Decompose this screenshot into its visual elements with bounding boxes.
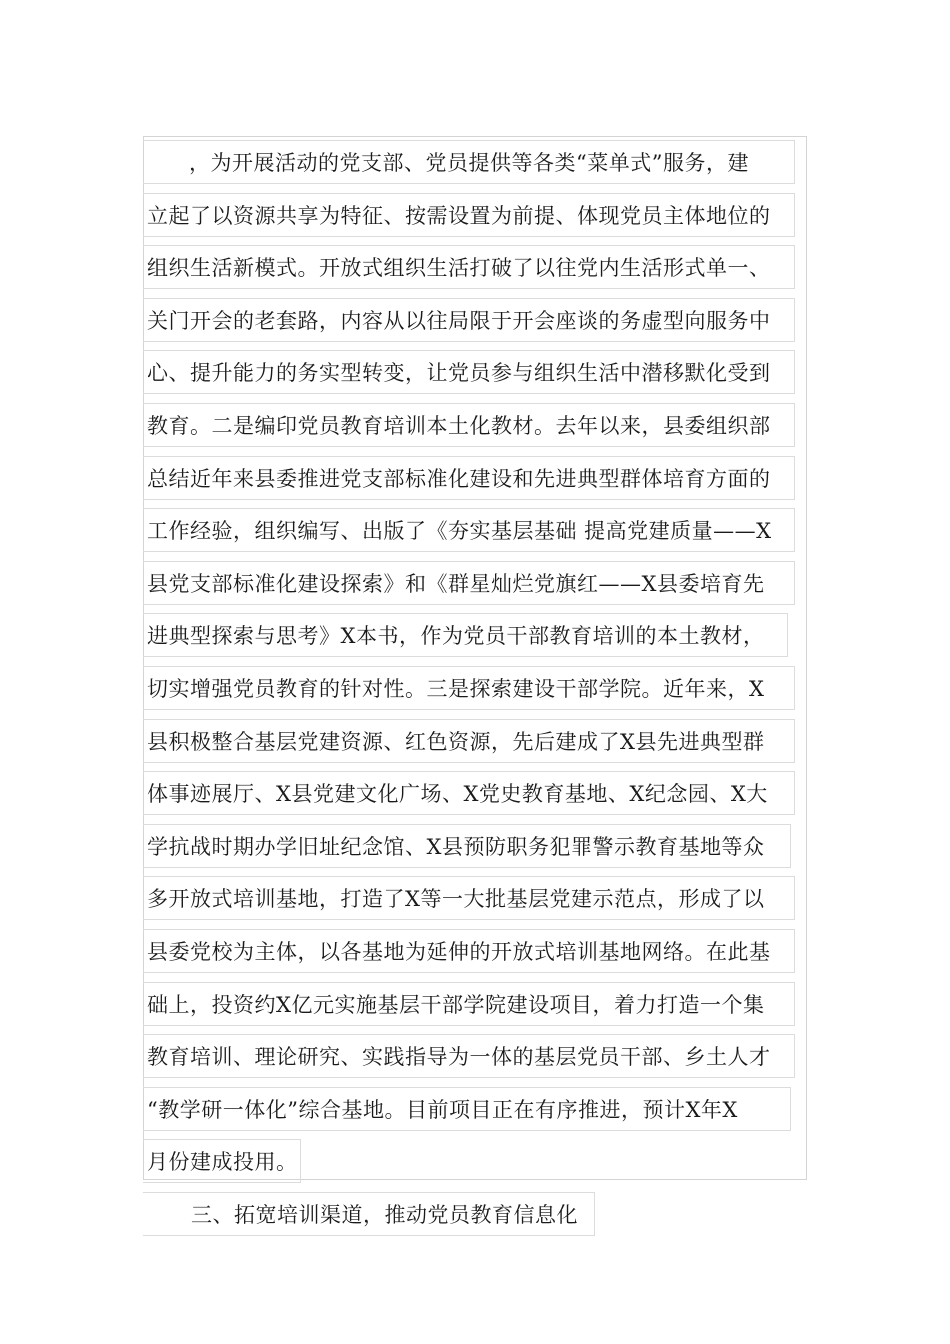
paragraph-line: 月份建成投用。 — [143, 1139, 301, 1183]
document-body — [143, 140, 807, 1244]
paragraph-line: 组织生活新模式。开放式组织生活打破了以往党内生活形式单一、 — [143, 245, 795, 289]
paragraph-line: 心、提升能力的务实型转变，让党员参与组织生活中潜移默化受到 — [143, 350, 795, 394]
paragraph-line: 总结近年来县委推进党支部标准化建设和先进典型群体培育方面的 — [143, 456, 795, 500]
paragraph-line: “教学研一体化”综合基地。目前项目正在有序推进，预计X年X — [143, 1087, 791, 1131]
paragraph-line: 础上，投资约X亿元实施基层干部学院建设项目，着力打造一个集 — [143, 982, 795, 1026]
paragraph-line: 进典型探索与思考》X本书，作为党员干部教育培训的本土教材， — [143, 613, 788, 657]
paragraph-line: 多开放式培训基地，打造了X等一大批基层党建示范点，形成了以 — [143, 876, 795, 920]
paragraph-line: 切实增强党员教育的针对性。三是探索建设干部学院。近年来，X — [143, 666, 795, 710]
paragraph-line: 县积极整合基层党建资源、红色资源，先后建成了X县先进典型群 — [143, 719, 795, 763]
paragraph-line: 县委党校为主体，以各基地为延伸的开放式培训基地网络。在此基 — [143, 929, 795, 973]
paragraph-line: 教育。二是编印党员教育培训本土化教材。去年以来，县委组织部 — [143, 403, 795, 447]
paragraph-line: 教育培训、理论研究、实践指导为一体的基层党员干部、乡土人才 — [143, 1034, 795, 1078]
paragraph-line: 关门开会的老套路，内容从以往局限于开会座谈的务虚型向服务中 — [143, 298, 795, 342]
paragraph-line: 立起了以资源共享为特征、按需设置为前提、体现党员主体地位的 — [143, 193, 795, 237]
paragraph-line: ，为开展活动的党支部、党员提供等各类“菜单式”服务，建 — [143, 140, 795, 184]
paragraph-line: 体事迹展厅、X县党建文化广场、X党史教育基地、X纪念园、X大 — [143, 771, 795, 815]
section-heading: 三、拓宽培训渠道，推动党员教育信息化 — [143, 1192, 595, 1236]
paragraph-line: 学抗战时期办学旧址纪念馆、X县预防职务犯罪警示教育基地等众 — [143, 824, 791, 868]
paragraph-line: 县党支部标准化建设探索》和《群星灿烂党旗红——X县委培育先 — [143, 561, 795, 605]
paragraph-line: 工作经验，组织编写、出版了《夯实基层基础 提高党建质量——X — [143, 508, 795, 552]
